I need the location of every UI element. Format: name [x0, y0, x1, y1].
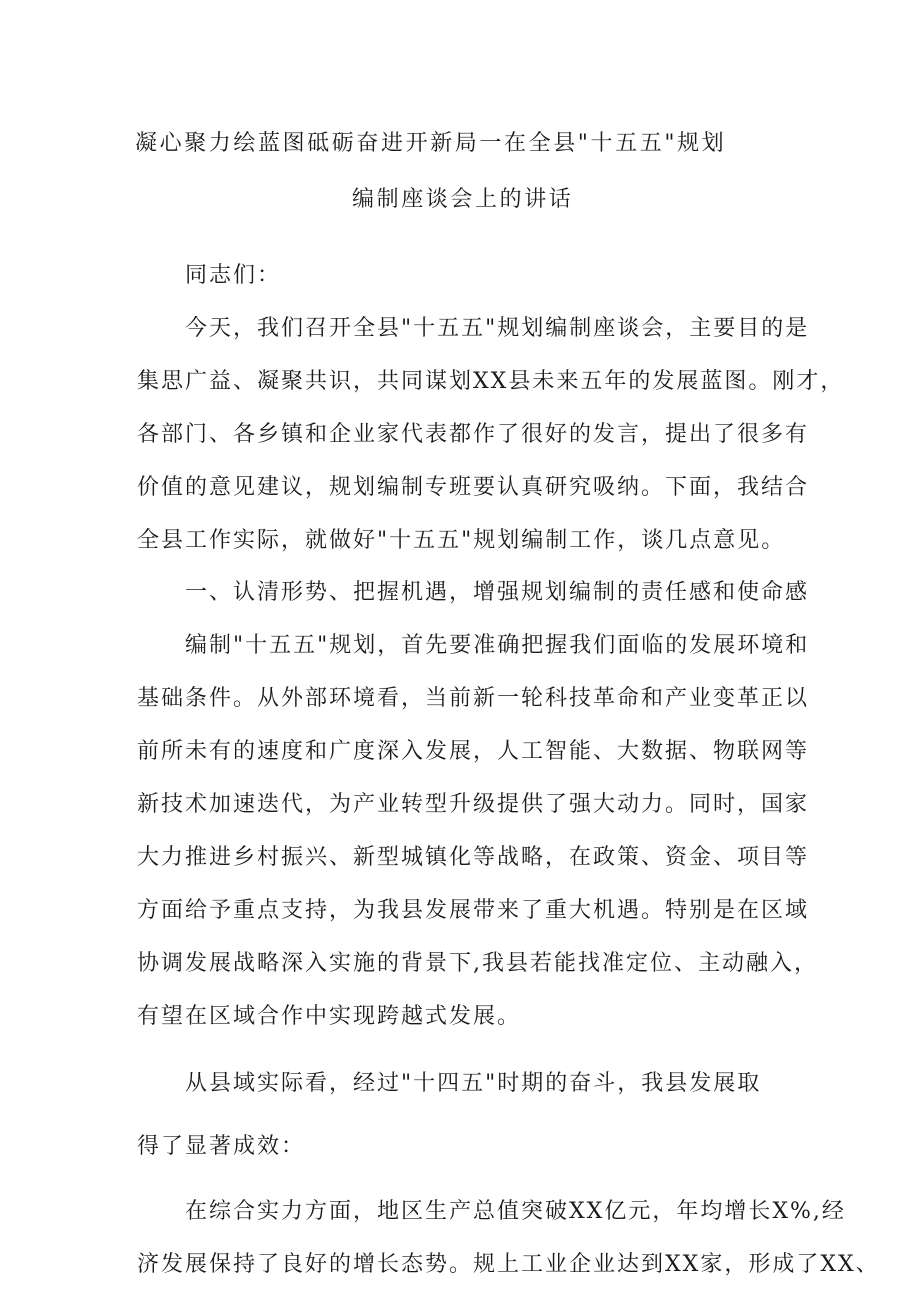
section-1-line-6: 方面给予重点支持，为我县发展带来了重大机遇。特别是在区域 [137, 898, 810, 923]
intro-line-3: 各部门、各乡镇和企业家代表都作了很好的发言，提出了很多有 [137, 422, 810, 447]
intro-line-1: 今天，我们召开全县"十五五"规划编制座谈会，主要目的是 [185, 316, 810, 341]
section-1-line-7: 协调发展战略深入实施的背景下,我县若能找准定位、主动融入， [137, 951, 818, 976]
economy-line-1: 在综合实力方面，地区生产总值突破XX亿元，年均增长X%,经 [185, 1199, 846, 1224]
section-1-line-3: 前所未有的速度和广度深入发展，人工智能、大数据、物联网等 [137, 739, 810, 764]
county-line-1: 从县域实际看，经过"十四五"时期的奋斗，我县发展取 [185, 1071, 762, 1096]
section-1-line-8: 有望在区域合作中实现跨越式发展。 [137, 1004, 522, 1029]
intro-line-2: 集思广益、凝聚共识，共同谋划XX县未来五年的发展蓝图。刚才， [137, 369, 845, 394]
section-1-line-2: 基础条件。从外部环境看，当前新一轮科技革命和产业变革正以 [137, 686, 810, 711]
title-line-2: 编制座谈会上的讲话 [352, 187, 574, 212]
intro-line-5: 全县工作实际，就做好"十五五"规划编制工作，谈几点意见。 [137, 528, 786, 553]
county-line-2: 得了显著成效： [137, 1134, 306, 1159]
section-1-line-4: 新技术加速迭代，为产业转型升级提供了强大动力。同时，国家 [137, 792, 810, 817]
title-line-1: 凝心聚力绘蓝图砥砺奋进开新局一在全县"十五五"规划 [135, 131, 727, 156]
salutation: 同志们： [185, 263, 282, 288]
section-1-heading: 一、认清形势、把握机遇，增强规划编制的责任感和使命感 [185, 580, 810, 605]
section-1-line-1: 编制"十五五"规划，首先要准确把握我们面临的发展环境和 [185, 633, 810, 658]
economy-line-2: 济发展保持了良好的增长态势。规上工业企业达到XX家，形成了XX、 [137, 1252, 880, 1277]
intro-line-4: 价值的意见建议，规划编制专班要认真研究吸纳。下面，我结合 [137, 475, 810, 500]
section-1-line-5: 大力推进乡村振兴、新型城镇化等战略，在政策、资金、项目等 [137, 845, 810, 870]
